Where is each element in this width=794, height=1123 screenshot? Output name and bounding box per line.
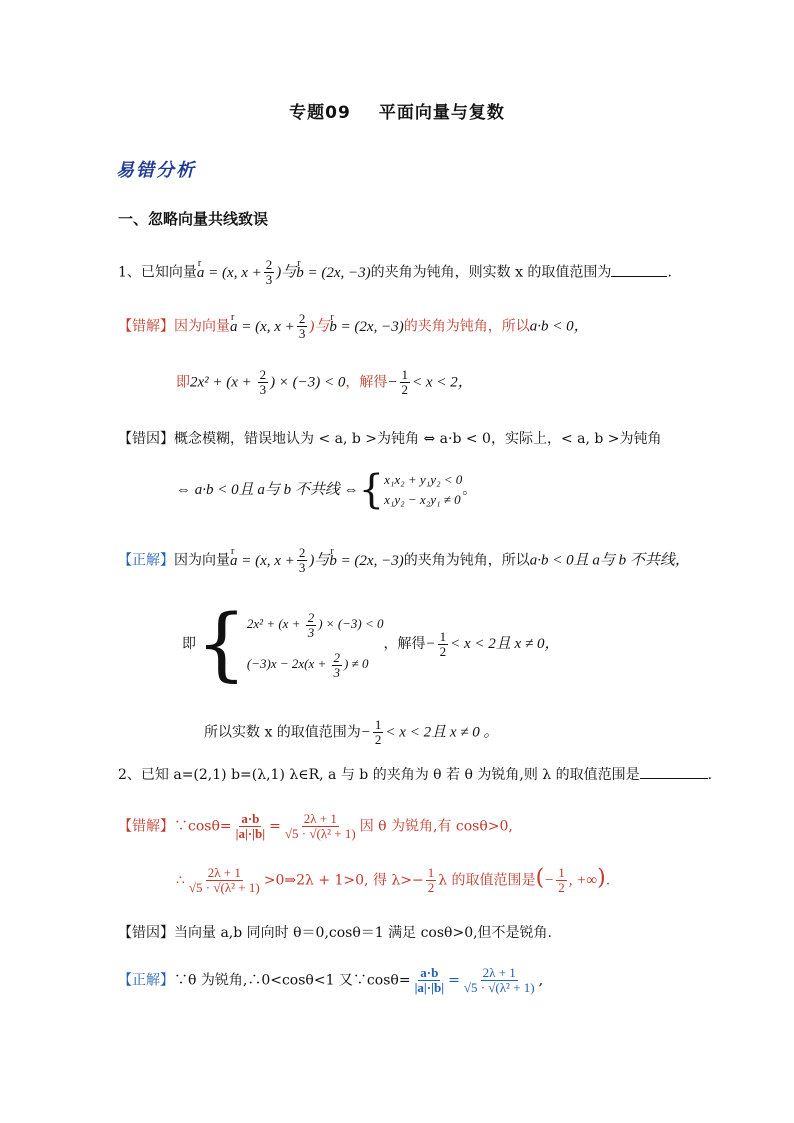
error-cause-1-line2: ⇔ a·b < 0且 a与 b 不共线 ⇔{ x₁x₂ + y₁y₂ < 0 x₁y₂ − x₂y₁ ≠ 0 。 [176, 467, 477, 513]
error-cause-1: 【错因】概念模糊，错误地认为 < a, b >为钝角 ⇔ a·b < 0，实际上，< a, b >为钝角 [118, 431, 662, 447]
question-2: 2、已知 a=(2,1) b=(λ,1) λ∈R, a 与 b 的夹角为 θ 若 θ 为锐角,则 λ 的取值范围是 . [118, 764, 712, 786]
wrong-solution-2-line2: ∴ $\frac{2\lambda + 1}{\text{√5 · √(λ² + 1)}}$ >0⇒2λ + 1>0, 得 λ>− $\frac{1}{2}$ λ 的取值范围是(− $\frac{1}{2}$ , +∞). [176, 865, 611, 895]
wrong-solution-1: 【错解】因为向量r a = (x, x + $\frac{2}{3}$ )与r b = (2x, −3)的夹角为钝角，所以a·b < 0， [118, 312, 589, 341]
correct-solution-1-system: 即{ 2x² + (x + $\frac{2}{3}$ ) × (−3) < 0 (−3)x − 2x(x + $\frac{2}{3}$ ) ≠ 0 ，解得− $\frac{1}{2}$ < x < 2且 x ≠ 0， [182, 597, 560, 690]
title-number: 专题09 [289, 103, 351, 123]
correct-solution-2: 【正解】∵θ 为锐角,∴0<cosθ<1 又∵cosθ= $\frac{a\cdot b}{|a|\cdot|b|}$ = $\frac{2\lambda + 1}{\text{√5 · √(λ² + 1)}}$ , [118, 965, 544, 995]
page-title [0, 98, 794, 123]
wrong-solution-2: 【错解】∵cosθ= $\frac{a\cdot b}{|a|\cdot|b|}$ = $\frac{2\lambda + 1}{\text{√5 · √(λ² + 1)}}$ 因 θ 为锐角,有 cosθ>0, [118, 811, 513, 841]
wrong-solution-1-line2: 即2x² + (x + $\frac{2}{3}$ ) × (−3) < 0，解得− $\frac{1}{2}$ < x < 2， [176, 367, 473, 397]
question-1: 1、已知向量r a = (x, x + $\frac{2}{3}$ )与r b = (2x, −3)的夹角为钝角，则实数 x 的取值范围为 . [118, 258, 672, 287]
title-text: 平面向量与复数 [378, 103, 505, 123]
correct-solution-1: 【正解】因为向量r a = (x, x + $\frac{2}{3}$ )与r b = (2x, −3)的夹角为钝角，所以a·b < 0且 a与 b 不共线， [118, 546, 690, 575]
section-banner: 易错分析 [116, 160, 196, 181]
correct-solution-1-final: 所以实数 x 的取值范围为− $\frac{1}{2}$ < x < 2且 x ≠ 0 。 [204, 717, 499, 747]
section-heading-1: 一、忽略向量共线致误 [118, 210, 269, 228]
answer-blank-1[interactable] [611, 262, 667, 277]
error-cause-2: 【错因】当向量 a,b 同向时 θ＝0,cosθ＝1 满足 cosθ>0,但不是锐角. [118, 925, 553, 941]
answer-blank-2[interactable] [640, 764, 708, 779]
